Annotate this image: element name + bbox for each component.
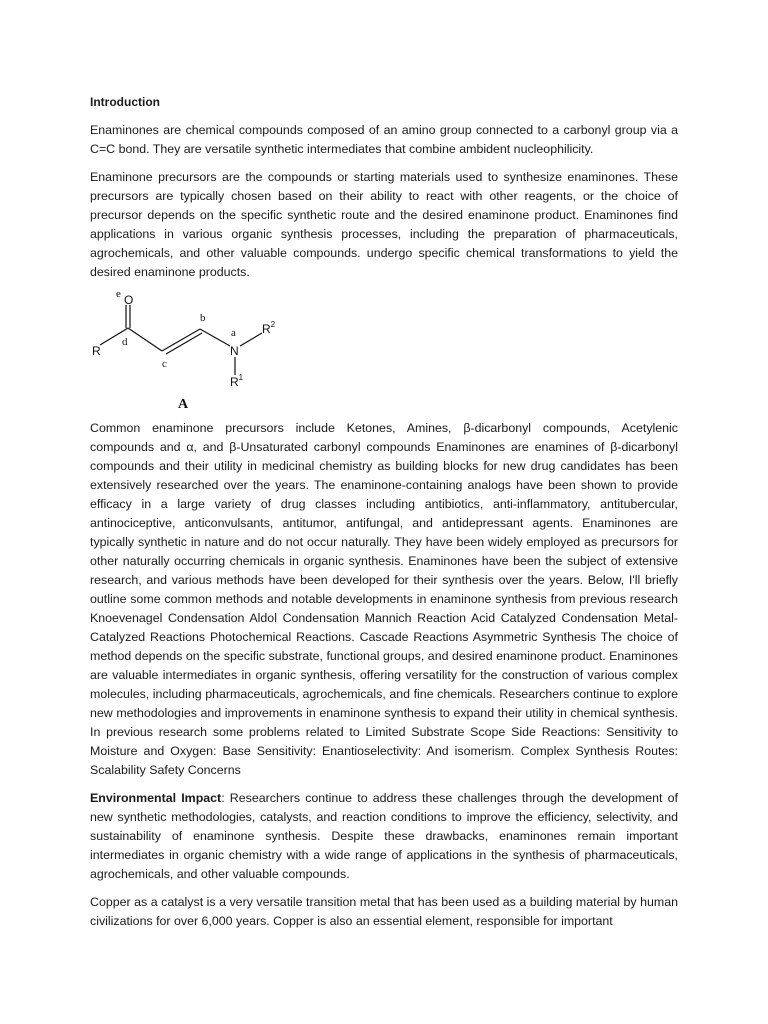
enaminone-structure-diagram — [90, 291, 330, 413]
environmental-impact-label: Environmental Impact — [90, 791, 222, 805]
paragraph-environmental-impact — [90, 789, 678, 884]
paragraph-common-precursors: Common enaminone precursors include Ketones, Amines, β-dicarbonyl compounds, Acetylenic compounds and α, and β-Unsaturated carbonyl compounds Enaminones are enamines of β-dicarbonyl compounds and their utility in medicinal chemistry as building blocks for new drug candidates has been extensively researched over the years. The enaminone-containing analogs have been shown to provide efficacy in a large variety of drug classes including antibiotics, anti-inflammatory, antitubercular, antinociceptive, anticonvulsants, antitumor, antifungal, and antidepressant agents. Enaminones are typically synthetic in nature and do not occur naturally. They have been widely employed as precursors for other naturally occurring chemicals in organic synthesis. Enaminones have been the subject of extensive research, and various methods have been developed for their synthesis over the years. Below, I'll briefly outline some common methods and notable developments in enaminone synthesis from previous research Knoevenagel Condensation Aldol Condensation Mannich Reaction Acid Catalyzed Condensation Metal-Catalyzed Reactions Photochemical Reactions. Cascade Reactions Asymmetric Synthesis The choice of method depends on the specific substrate, functional groups, and desired enaminone product. Enaminones are valuable intermediates in organic synthesis, offering versatility for the construction of various complex molecules, including pharmaceuticals, agrochemicals, and fine chemicals. Researchers continue to explore new methodologies and improvements in enaminone synthesis to expand their utility in chemical synthesis. In previous research some problems related to Limited Substrate Scope Side Reactions: Sensitivity to Moisture and Oxygen: Base Sensitivity: Enantioselectivity: And isomerism. Complex Synthesis Routes: Scalability Safety Concerns — [90, 421, 678, 777]
atom-r2: $R^2$ — [262, 320, 276, 336]
paragraph-copper-catalyst: Copper as a catalyst is a very versatile transition metal that has been used as a building material by human civilizations for over 6,000 years. Copper is also an essential element, responsible for important — [90, 895, 678, 928]
document-page — [90, 93, 678, 940]
atom-r1: $R^1$ — [230, 373, 244, 389]
bond-n-r2 — [240, 333, 262, 346]
figure-caption: A — [178, 397, 189, 412]
bond-label-c: c — [162, 358, 167, 370]
environmental-impact-text: : Researchers continue to address these challenges through the development of new synthetic methodologies, catalysts, and reaction conditions to improve the efficiency, selectivity, and sustainability of enaminone synthesis. Despite these drawbacks, enaminones remain important intermediates in organic chemistry with a wide range of applications in the synthesis of pharmaceuticals, agrochemicals, and other valuable compounds. — [90, 791, 678, 881]
bond-label-e: e — [116, 291, 121, 300]
bond-label-b: b — [200, 312, 206, 324]
bond-label-a: a — [231, 327, 236, 339]
paragraph-precursors: Enaminone precursors are the compounds or starting materials used to synthesize enaminones. These precursors are typically chosen based on their ability to react with other reagents, or the choice of precursor depends on the specific synthetic route and the desired enaminone product. Enaminones find applications in various organic synthesis processes, including the preparation of pharmaceuticals, agrochemicals, and other valuable compounds. undergo specific chemical transformations to yield the desired enaminone products. — [90, 170, 678, 279]
bond-cc-1 — [162, 329, 200, 351]
section-heading-introduction: Introduction — [90, 95, 160, 109]
atom-r: R — [92, 344, 101, 358]
bond-cc-2 — [166, 333, 202, 354]
atom-n: N — [230, 344, 239, 358]
bond-c3-n — [200, 329, 230, 346]
atom-o: O — [124, 293, 134, 307]
bond-c1-c2 — [128, 328, 162, 351]
enaminone-structure-figure — [90, 291, 678, 411]
bond-label-d: d — [122, 336, 128, 348]
paragraph-definition: Enaminones are chemical compounds composed of an amino group connected to a carbonyl group via a C=C bond. They are versatile synthetic intermediates that combine ambident nucleophilicity. — [90, 123, 678, 156]
